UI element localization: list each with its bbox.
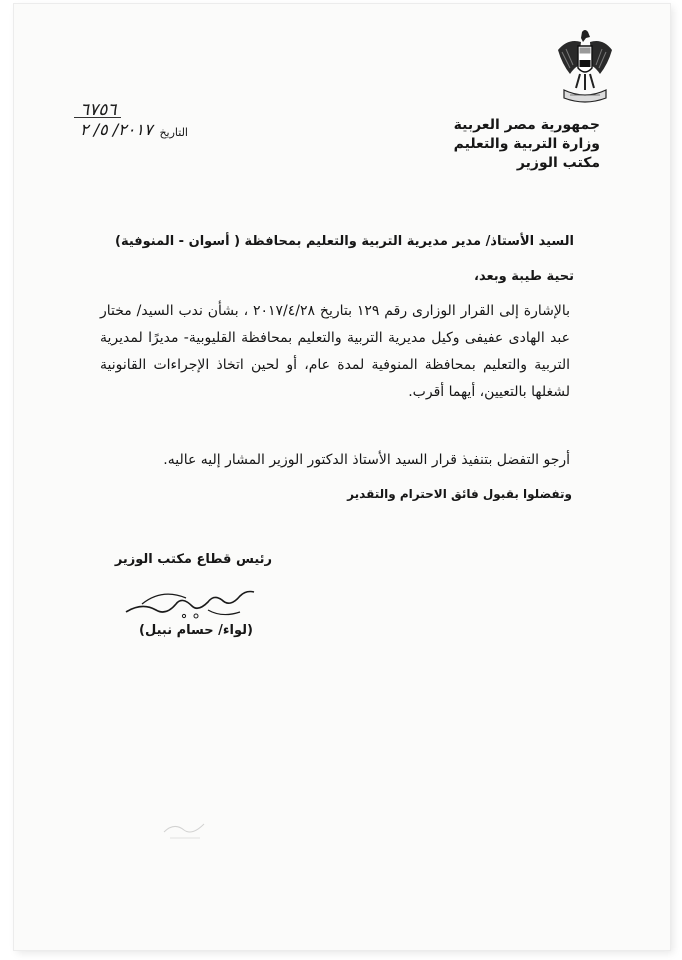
faint-stamp-mark: [160, 812, 208, 844]
ministry-name: وزارة التربية والتعليم: [453, 136, 600, 152]
date-value: ٢٠١٧/ ٥/ ٢: [80, 120, 153, 139]
letter-page: [14, 4, 670, 950]
republic-name: جمهورية مصر العربية: [453, 117, 600, 133]
closing-line: وتفضلوا بقبول فائق الاحترام والتقدير: [347, 487, 572, 501]
office-name: مكتب الوزير: [516, 155, 600, 171]
date-line: [80, 120, 188, 156]
handwritten-signature: [122, 582, 262, 624]
addressee: السيد الأستاذ/ مدير مديرية التربية والتعليم بمحافظة ( أسوان - المنوفية): [115, 234, 574, 249]
ministry-header: [454, 116, 600, 173]
request-sentence: أرجو التفضل بتنفيذ قرار السيد الأستاذ الدكتور الوزير المشار إليه عاليه.: [163, 452, 570, 468]
eagle-emblem-icon: [554, 28, 616, 106]
date-label: التاريخ: [159, 126, 188, 139]
reference-number: ٦٧٥٦: [80, 100, 117, 120]
body-paragraph: بالإشارة إلى القرار الوزارى رقم ١٢٩ بتاريخ ٢٠١٧/٤/٢٨ ، بشأن ندب السيد/ مختار عبد الهادى عفيفى وكيل مديرية التربية والتعليم بمحافظة القليوبية- مديرًا لمديرية التربية والتعليم بمحافظة المنوفية لمدة عام، أو لحين اتخاذ الإجراءات القانونية لشغلها بالتعيين، أيهما أقرب.: [100, 303, 570, 400]
greeting: تحية طيبة وبعد،: [474, 269, 574, 284]
signatory-name: (لواء/ حسام نبيل): [139, 623, 253, 638]
signatory-title: رئيس قطاع مكتب الوزير: [114, 552, 272, 567]
